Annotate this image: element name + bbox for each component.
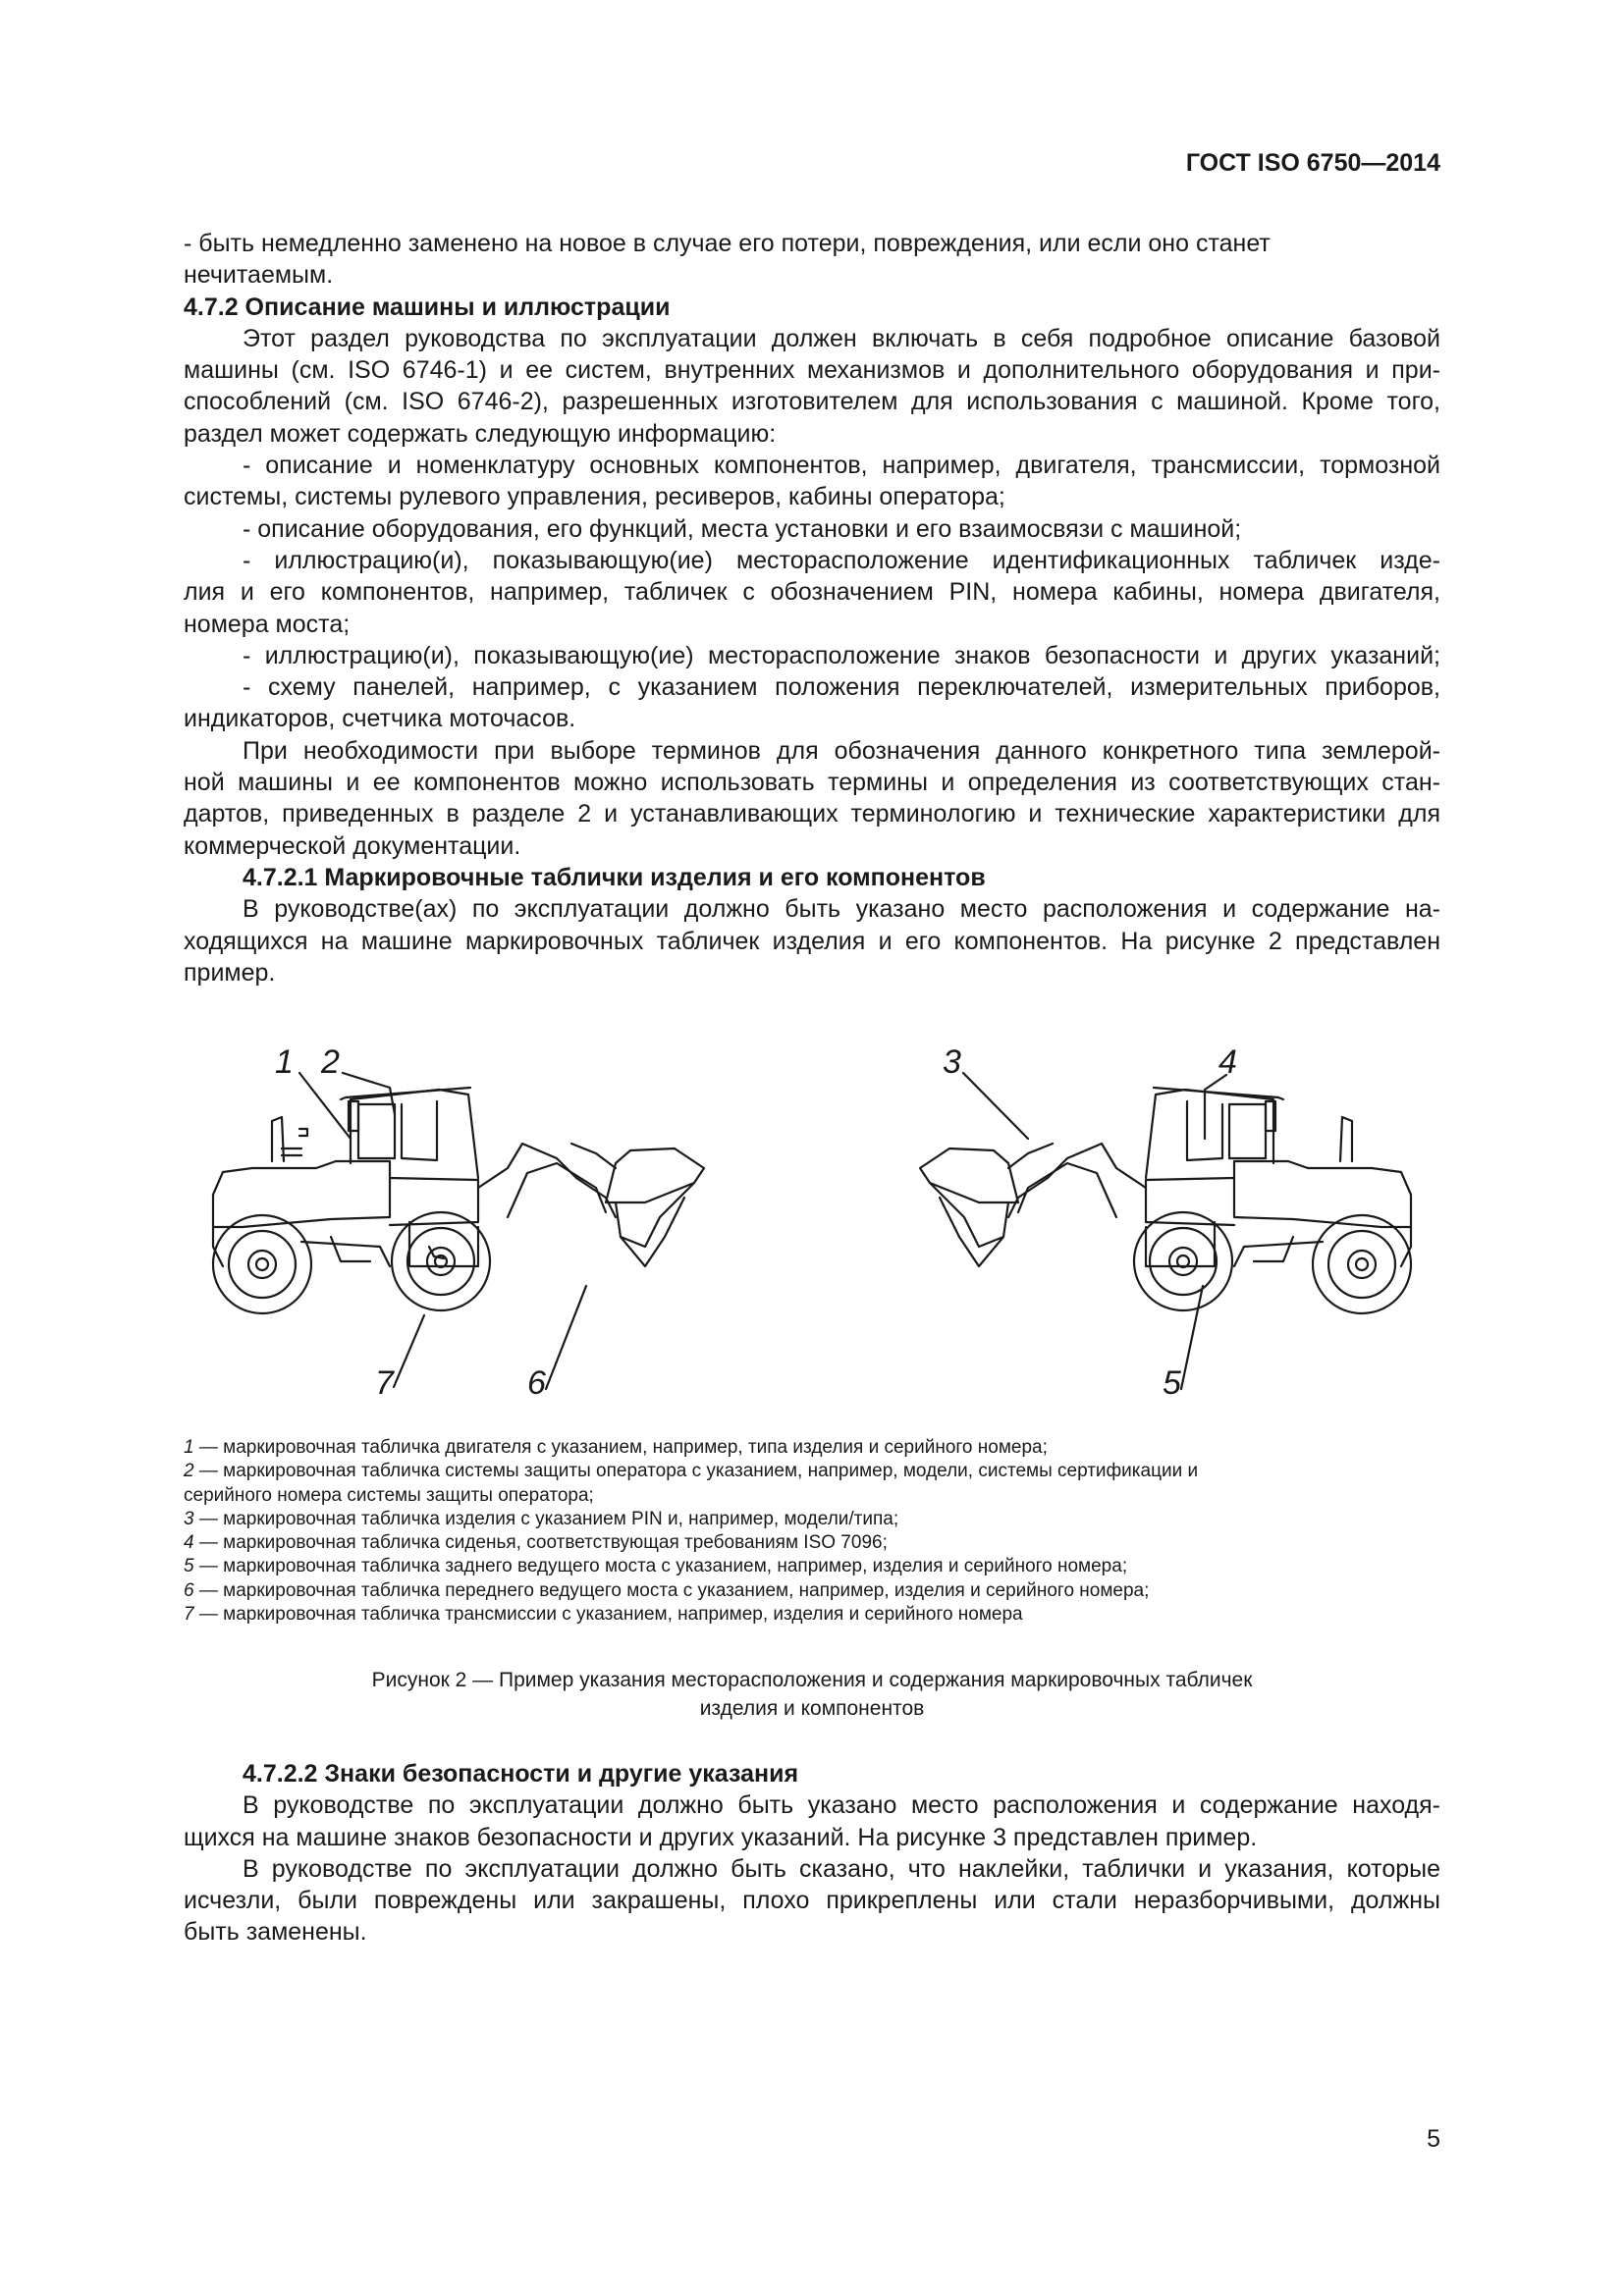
left-loader-drawing <box>213 1088 704 1313</box>
caption-line-2: изделия и компонентов <box>699 1697 925 1720</box>
section-heading-4-7-2-1: 4.7.2.1 Маркировочные таблички изделия и его компонентов <box>243 863 986 891</box>
sec4722-p2-l3: быть заменены. <box>184 1918 367 1947</box>
sec472-p2-l3: дартов, приведенных в разделе 2 и устанавливающих терминологию и технические характеристики для <box>184 800 1440 828</box>
sec472-p1-l1: Этот раздел руководства по эксплуатации должен включать в себя подробное описание базовой <box>243 324 1440 352</box>
sec4722-p2-l2: исчезли, были повреждены или закрашены, плохо прикреплены или стали неразборчивыми, должны <box>184 1887 1440 1915</box>
leader-line-6 <box>546 1286 586 1389</box>
section-heading-4-7-2: 4.7.2 Описание машины и иллюстрации <box>184 293 671 321</box>
sec472-p1-l2: машины (см. ISO 6746-1) и ее систем, внутренних механизмов и дополнительного оборудования и при- <box>184 356 1440 385</box>
legend-item: серийного номера системы защиты оператора; <box>184 1484 594 1506</box>
sec472-b5-l2: индикаторов, счетчика моточасов. <box>184 705 576 733</box>
sec472-b4: - иллюстрацию(и), показывающую(ие) месторасположение знаков безопасности и других указаний; <box>243 641 1440 669</box>
sec4722-p2-l1: В руководстве по эксплуатации должно быть сказано, что наклейки, таблички и указания, которые <box>243 1854 1440 1883</box>
callout-2: 2 <box>321 1043 340 1081</box>
sec4721-p1-l2: ходящихся на машине маркировочных табличек изделия и его компонентов. На рисунке 2 представлен <box>184 927 1440 955</box>
leader-line-5 <box>1181 1286 1203 1389</box>
sec472-p2-l2: ной машины и ее компонентов можно использовать термины и определения из соответствующих стан- <box>184 769 1440 797</box>
sec472-p2-l4: коммерческой документации. <box>184 831 521 860</box>
leader-line-3 <box>963 1073 1028 1139</box>
intro-line-2: нечитаемым. <box>184 261 334 290</box>
legend-item: 1 — маркировочная табличка двигателя с указанием, например, типа изделия и серийного номера; <box>184 1437 1048 1458</box>
document-code: ГОСТ ISO 6750—2014 <box>1185 149 1440 177</box>
figure-caption <box>184 1666 1440 1723</box>
legend-item: 5 — маркировочная табличка заднего ведущего моста с указанием, например, изделия и серийного номера; <box>184 1556 1128 1577</box>
sec4722-p1-l2: щихся на машине знаков безопасности и других указаний. На рисунке 3 представлен пример. <box>184 1823 1258 1851</box>
caption-line-1: Рисунок 2 — Пример указания месторасположения и содержания маркировочных табличек <box>371 1669 1253 1691</box>
sec4721-p1-l3: пример. <box>184 958 276 987</box>
sec472-b1-l1: - описание и номенклатуру основных компонентов, например, двигателя, трансмиссии, тормозной <box>243 452 1440 480</box>
sec472-b3-l1: - иллюстрацию(и), показывающую(ие) месторасположение идентификационных табличек изде- <box>243 546 1440 574</box>
sec472-b3-l3: номера моста; <box>184 610 351 638</box>
sec472-p2-l1: При необходимости при выборе терминов для обозначения данного конкретного типа землерой- <box>243 736 1440 765</box>
callout-7: 7 <box>375 1364 394 1402</box>
sec472-b5-l1: - схему панелей, например, с указанием положения переключателей, измерительных приборов, <box>243 673 1440 702</box>
section-heading-4-7-2-2: 4.7.2.2 Знаки безопасности и другие указания <box>243 1760 799 1788</box>
leader-line-7 <box>394 1315 424 1387</box>
main-text-block <box>184 228 1440 988</box>
legend-item: 2 — маркировочная табличка системы защиты оператора с указанием, например, модели, системы сертификации и <box>184 1461 1199 1482</box>
sec472-p1-l3: способлений (см. ISO 6746-2), разрешенных изготовителем для использования с машиной. Кроме того, <box>184 388 1440 416</box>
callout-1: 1 <box>275 1043 294 1081</box>
callout-3: 3 <box>943 1043 961 1081</box>
callout-6: 6 <box>527 1364 546 1402</box>
loader-figure <box>184 1041 1440 1414</box>
sec472-b2: - описание оборудования, его функций, места установки и его взаимосвязи с машиной; <box>243 514 1242 543</box>
sec4721-p1-l1: В руководстве(ах) по эксплуатации должно быть указано место расположения и содержание на- <box>243 895 1440 924</box>
legend-item: 7 — маркировочная табличка трансмиссии с указанием, например, изделия и серийного номера <box>184 1604 1023 1626</box>
right-loader-drawing <box>920 1088 1411 1313</box>
legend-item: 3 — маркировочная табличка изделия с указанием PIN и, например, модели/типа; <box>184 1508 899 1529</box>
figure-legend <box>184 1436 1401 1627</box>
legend-item: 6 — маркировочная табличка переднего ведущего моста с указанием, например, изделия и серийного номера; <box>184 1579 1150 1601</box>
sec472-p1-l4: раздел может содержать следующую информацию: <box>184 419 777 448</box>
legend-item: 4 — маркировочная табличка сиденья, соответствующая требованиям ISO 7096; <box>184 1532 888 1554</box>
callout-5: 5 <box>1163 1364 1181 1402</box>
callout-4: 4 <box>1218 1043 1237 1081</box>
page-number: 5 <box>1427 2125 1440 2153</box>
sec4722-p1-l1: В руководстве по эксплуатации должно быть указано место расположения и содержание находя- <box>243 1791 1440 1820</box>
sec472-b3-l2: лия и его компонентов, например, табличек с обозначением PIN, номера кабины, номера двигателя, <box>184 578 1440 607</box>
section-4-7-2-2 <box>184 1758 1440 1949</box>
intro-line-1: - быть немедленно заменено на новое в случае его потери, повреждения, или если оно станет <box>184 230 1271 257</box>
sec472-b1-l2: системы, системы рулевого управления, ресиверов, кабины оператора; <box>184 483 1005 511</box>
